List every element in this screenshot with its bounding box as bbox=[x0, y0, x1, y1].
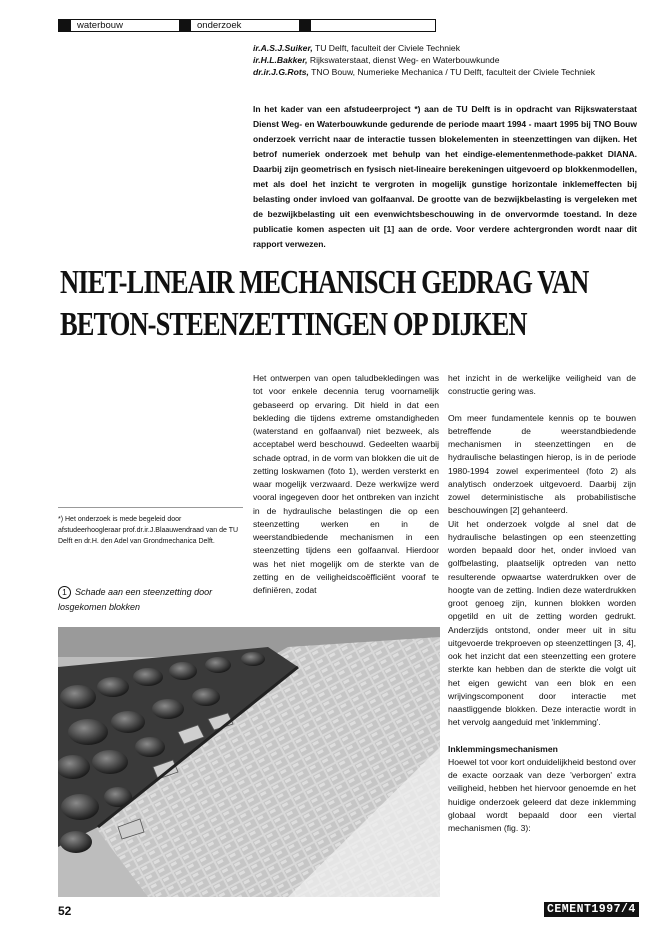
tab-waterbouw: waterbouw bbox=[77, 20, 123, 31]
photo-caption bbox=[58, 585, 248, 615]
caption-number-badge: 1 bbox=[58, 586, 71, 599]
author-line bbox=[253, 66, 633, 78]
body-column-middle bbox=[253, 372, 439, 610]
headline-line-1: NIET-LINEAIR MECHANISCH GEDRAG VAN bbox=[60, 264, 589, 301]
article-headline bbox=[60, 262, 589, 346]
journal-issue-label: CEMENT1997/4 bbox=[544, 902, 639, 917]
section-tab-bar bbox=[58, 19, 436, 32]
caption-text: Schade aan een steenzetting door losgekomen blokken bbox=[58, 587, 213, 612]
footnote: *) Het onderzoek is mede begeleid door afstudeerhoogleraar prof.dr.ir.J.Blaauwendraad van de TU Delft en dr.H. den Adel van Grondmechanica Delft. bbox=[58, 516, 239, 545]
section-heading: Inklemmingsmechanismen bbox=[448, 743, 558, 754]
body-paragraph: Het ontwerpen van open taludbekledingen was tot voor enkele decennia terug voornamelijk gebaseerd op ervaring. Dit hield in dat een bekleding die tijdens extreme omstandigheden (waterstand en golfaanval) niet bezweek, als acceptabel werd beschouwd. Gedeelten waarbij schade optrad, in de vorm van blokken die uit de zetting loskwamen (foto 1), werden versterkt en waar mogelijk verzwaard. Deze werkwijze werd vooral ingegeven door het ontbreken van inzicht in de hydraulische belastingen die op een steenzetting werken en in de weerstandbiedende mechanismen in een steenzetting tijdens een golfaanval. Hierdoor was het niet mogelijk om de sterkte van de zetting en de veiligheidscoëfficiënt vooraf te definiëren, zodat bbox=[253, 373, 439, 595]
author-affiliation: TU Delft, faculteit der Civiele Techniek bbox=[312, 43, 460, 53]
revetment-photo-image bbox=[58, 627, 440, 897]
tab-onderzoek: onderzoek bbox=[197, 20, 242, 31]
page-number: 52 bbox=[58, 904, 72, 918]
headline-line-2: BETON-STEENZETTINGEN OP DIJKEN bbox=[60, 306, 527, 343]
tab-marker-block bbox=[59, 20, 71, 31]
author-affiliation: Rijkswaterstaat, dienst Weg- en Waterbouwkunde bbox=[307, 55, 500, 66]
photo-damaged-revetment bbox=[58, 627, 440, 897]
author-line bbox=[253, 42, 633, 54]
body-column-right bbox=[448, 372, 636, 848]
body-paragraph: het inzicht in de werkelijke veiligheid van de constructie gering was. bbox=[448, 373, 636, 397]
tab-spacer bbox=[311, 20, 435, 31]
author-list bbox=[253, 42, 633, 79]
author-name: ir.H.L.Bakker, bbox=[253, 55, 308, 66]
body-paragraph: Uit het onderzoek volgde al snel dat de hydraulische belastingen op een steenzetting worden bepaald door het, onder invloed van golfbelasting, plaatselijk optreden van netto resulterende opwaartse waterdrukken over de hoogte van de zetting. Indien deze waterdrukken groot genoeg zijn, kunnen blokken worden opgetild en uit de zetting worden gedrukt. Anderzijds ontstond, onder meer uit in situ uitgevoerde trekproeven op steenzettingen [3, 4], ook het inzicht dat een steenzetting een grotere sterkte kan hebben dan de sterkte die volgt uit het eigen gewicht van een blok en een wrijvingscomponent door interactie met naastliggende blokken. Deze interactie wordt in het vervolg aangeduid met 'inklemming'. bbox=[448, 518, 636, 728]
tab-marker-block bbox=[179, 20, 191, 31]
author-name: ir.A.S.J.Suiker, bbox=[253, 43, 313, 53]
body-paragraph: Om meer fundamentele kennis op te bouwen betreffende de weerstandbiedende mechanismen in steenzettingen en de hydraulische belastingen hierop, is in de periode 1980-1994 zowel experimenteel (foto 2) als analytisch onderzoek uitgevoerd. Daarbij zijn zowel deterministische als probabilistische beschouwingen [2] gehanteerd. bbox=[448, 412, 636, 516]
tab-marker-block bbox=[299, 20, 311, 31]
intro-paragraph: In het kader van een afstudeerproject *) aan de TU Delft is in opdracht van Rijkswaterstaat Dienst Weg- en Waterbouwkunde gedurende de periode maart 1994 - maart 1995 bij TNO Bouw onderzoek verricht naar de interactie tussen blokelementen in steenzettingen van dijken. Het betrof numeriek onderzoek met behulp van het eindige-elementenmethode-pakket DIANA. Daarbij zijn geometrisch en fysisch niet-lineaire berekeningen uitgevoerd op blokkenmodellen, met als doel het inzicht te vergroten in mogelijk gunstige horizontale inklemeffecten bij belasting onder invloed van golfaanval. De grootte van de bezwijkbelasting is vergeleken met de bezwijkbelasting uit een evenwichtsbeschouwing in de onvervormde toestand. In deze publicatie komen aspecten uit [1] aan de orde. Voor verdere achtergronden wordt naar dit rapport verwezen. bbox=[253, 104, 637, 249]
author-line bbox=[253, 54, 633, 66]
author-affiliation: TNO Bouw, Numerieke Mechanica / TU Delft, faculteit der Civiele Techniek bbox=[308, 67, 595, 78]
body-paragraph: Hoewel tot voor kort onduidelijkheid bestond over de exacte oorzaak van deze 'verborgen' extra veiligheid, hebben het hiervoor genoemde en het huidige onderzoek geleerd dat deze inklemming globaal wordt bepaald door een viertal mechanismen (fig. 3): bbox=[448, 756, 636, 833]
author-name: dr.ir.J.G.Rots, bbox=[253, 67, 309, 78]
footnote-divider bbox=[58, 507, 243, 508]
